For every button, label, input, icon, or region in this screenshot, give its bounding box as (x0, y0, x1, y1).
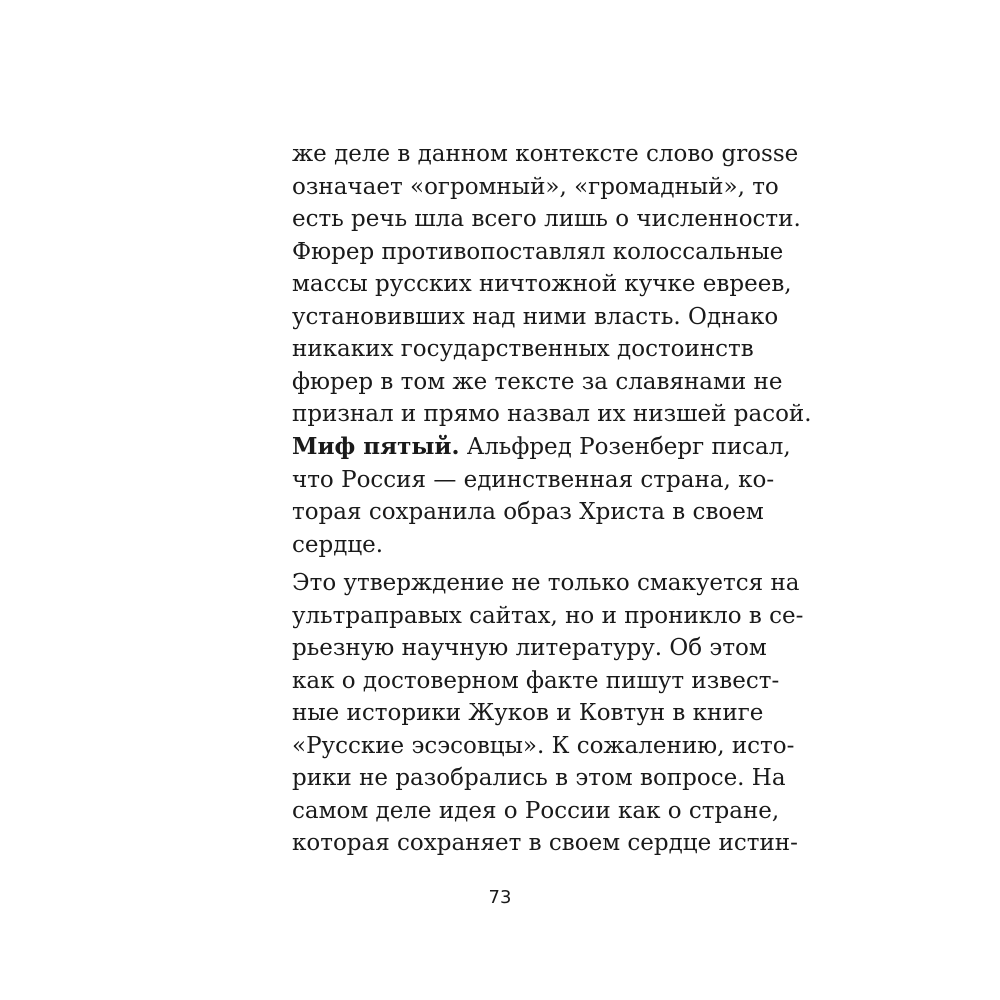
text-line: которая сохраняет в своем сердце истин- (292, 830, 798, 856)
text-line: рьезную научную литературу. Об этом (292, 635, 767, 661)
text-line: ультраправых сайтах, но и проникло в се- (292, 602, 804, 629)
text-line: как о достоверном факте пишут извест- (292, 667, 780, 694)
paragraph-1 (292, 138, 812, 431)
paragraph-myth-five (292, 431, 791, 561)
myth-heading: Миф пятый. (292, 433, 460, 460)
text-line: массы русских ничтожной кучке евреев, (292, 271, 792, 297)
text-line-with-heading (292, 431, 791, 464)
text-line: рики не разобрались в этом вопросе. На (292, 765, 786, 791)
text-line: есть речь шла всего лишь о численности. (292, 206, 801, 232)
page-number: 73 (488, 887, 512, 908)
text-line: установивших над ними власть. Однако (292, 303, 779, 330)
text-line: признал и прямо назвал их низшей расой. (292, 401, 812, 427)
text-line: фюрер в том же тексте за славянами не (292, 368, 783, 395)
text-line: торая сохранила образ Христа в своем (292, 499, 764, 525)
text-line: самом деле идея о России как о стране, (292, 797, 780, 824)
text-line: что Россия — единственная страна, ко- (292, 466, 775, 493)
text-line: Это утверждение не только смакуется на (292, 570, 800, 596)
text-line: сердце. (292, 531, 384, 558)
text-line: же деле в данном контексте слово grosse (292, 141, 799, 167)
text-line: означает «огромный», «громадный», то (292, 173, 779, 200)
text-line: ные историки Жуков и Ковтун в книге (292, 700, 764, 726)
text-line: Фюрер противопоставлял колоссальные (292, 238, 784, 265)
heading-line-rest: Альфред Розенберг писал, (459, 434, 791, 460)
text-line: никаких государственных достоинств (292, 336, 754, 362)
paragraph-3 (292, 567, 804, 860)
text-line: «Русские эсэсовцы». К сожалению, исто- (292, 732, 795, 759)
